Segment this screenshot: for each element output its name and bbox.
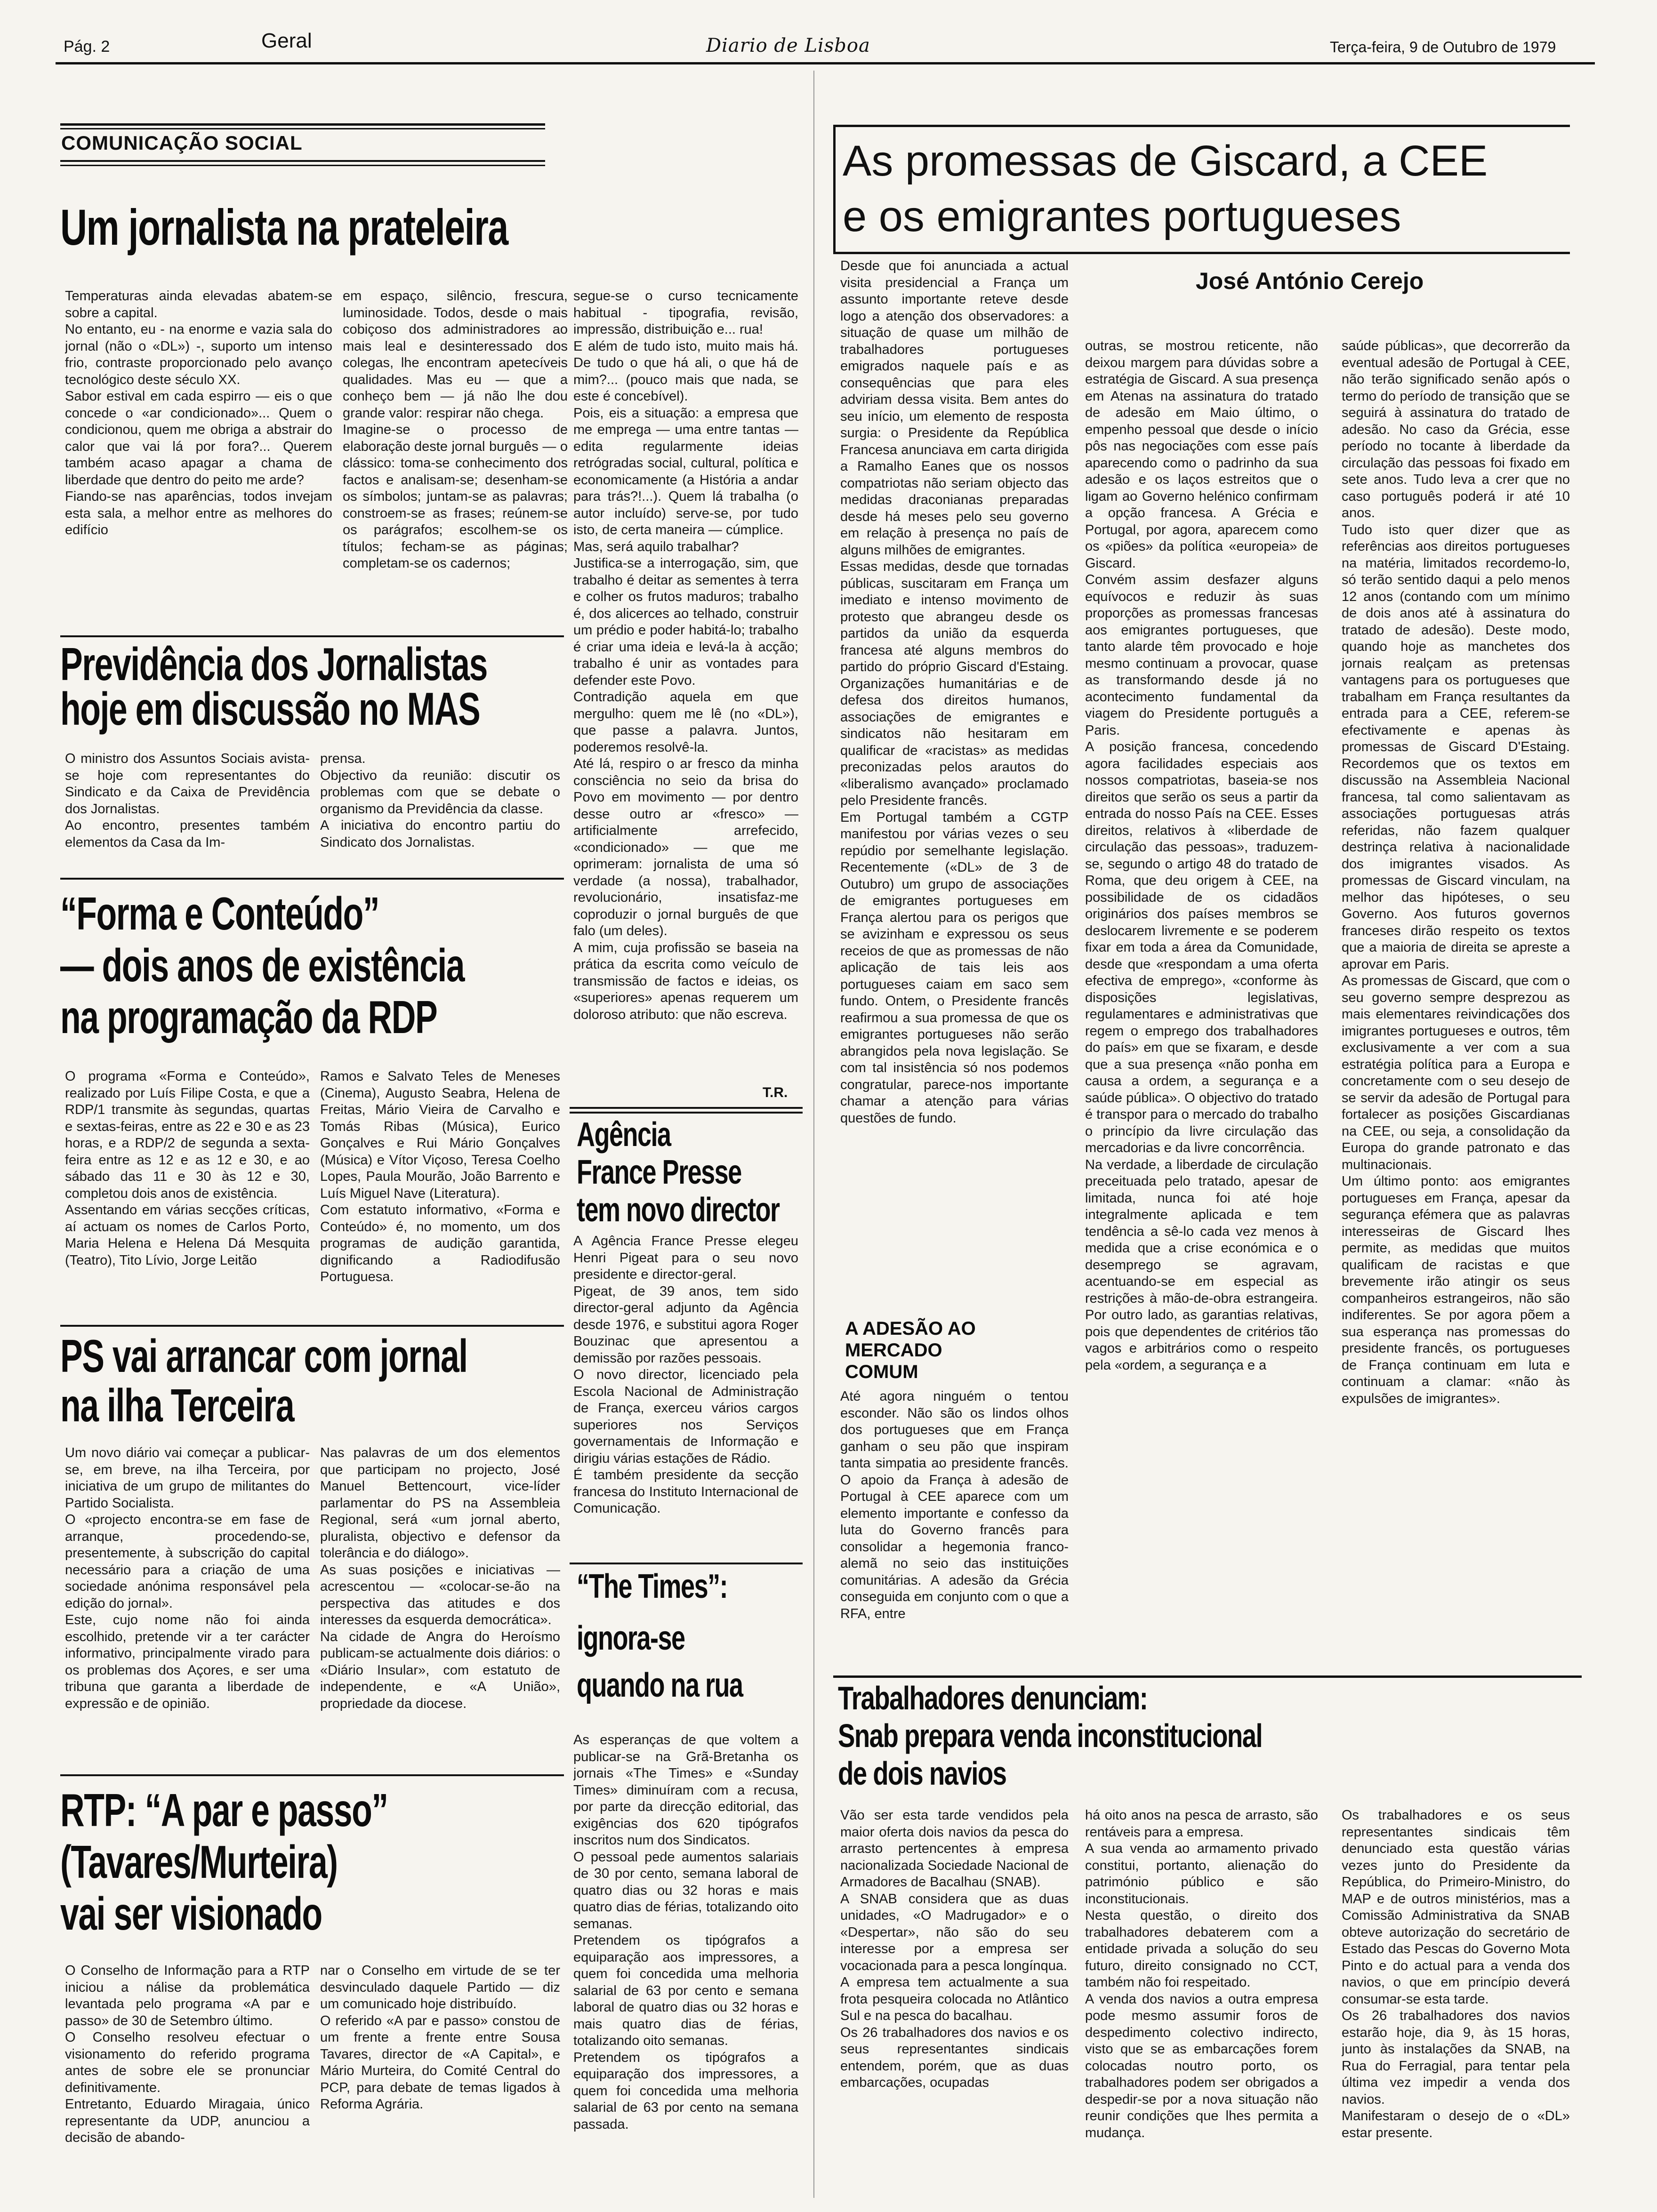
headline-ps-2: na ilha Terceira bbox=[60, 1379, 294, 1431]
section-rule-top-2 bbox=[60, 128, 545, 129]
previdencia-col1: O ministro dos Assuntos Sociais avista-se hoje com representantes do Sindicato e da Caixa de Previdência dos Jornalistas. Ao encontro, presentes também elementos da Casa da Im- bbox=[65, 751, 310, 850]
ps-col2: Nas palavras de um dos elementos que participam no projecto, José Manuel Bettencourt, vice-líder parlamentar do PS na Assembleia Regional, será «um jornal aberto, pluralista, objectivo e defensor da tolerância e do diálogo». As suas posições e iniciativas — acrescentou — «colocar-se-ão na perspectiva das atitudes e dos interesses da esquerda democrática». Na cidade de Angra do Heroísmo publicam-se actualmente dois diários: o «Diário Insular», com estatuto de independente, e «A União», propriedade da diocese. bbox=[320, 1445, 560, 1711]
headline-jornalista: Um jornalista na prateleira bbox=[60, 199, 508, 256]
section-name: Geral bbox=[261, 29, 312, 52]
giscard-col2: outras, se mostrou reticente, não deixou margem para dúvidas sobre a estratégia de Giscard. A sua presença em Atenas na assinatura do tratado de adesão em Maio último, o empenho pessoal que desde o início pôs nas negociações com esse país aparecendo como o padrinho da sua adesão e os laços estreitos que o ligam ao Governo helénico confirmam a opção francesa. A Grécia e Portugal, por agora, aparecem como os «piões» da política «europeia» de Giscard. Convém assim desfazer alguns equívocos e reduzir às suas proporções as promessas francesas aos emigrantes portugueses, que tanto alarde têm provocado e hoje mesmo continuam a provocar, quase as transformando desde já no acontecimento fundamental da viagem do Presidente português a Paris. A posição francesa, concedendo agora facilidades especiais aos nossos compatriotas, baseia-se nos direitos que serão os seus a partir da entrada do nosso País na CEE. Esses direitos, relativos à «liberdade de circulação das pessoas», traduzem-se, segundo o artigo 48 do tratado de Roma, que deu origem à CEE, na possibilidade de os cidadãos originários dos países membros se deslocarem livremente e se poderem fixar em toda a área da Comunidade, desde que «respondam a uma oferta efectiva de emprego», «conforme às disposições legislativas, regulamentares e administrativas que regem o emprego dos trabalhadores do país» em que se fixaram, e desde que a sua presença «não ponha em causa a ordem, a segurança e a saúde pública». O objectivo do tratado é transpor para o mercado do trabalho o princípio da livre circulação das mercadorias e da livre concorrência. Na verdade, a liberdade de circulação preceituada pelo tratado, apesar de limitada, nunca foi até hoje integralmente aplicada e tem tendência a sê-lo cada vez menos à medida que a crise económica e o desemprego se agravam, acentuando-se em especial as restrições à mão-de-obra estrangeira. Por outro lado, as garantias relativas, pois que dependentes de critérios tão vagos e arbitrários como o respeito pela «ordem, a segurança e a bbox=[1085, 338, 1318, 1373]
headline-rtp-3: vai ser visionado bbox=[60, 1888, 322, 1940]
headline-times-2: ignora-se bbox=[577, 1619, 685, 1657]
forma-col1: O programa «Forma e Conteúdo», realizado por Luís Filipe Costa, e que a RDP/1 transmite às segundas, quartas e sextas-feiras, entre as 22 e 30 e as 23 horas, e a RDP/2 de segunda a sexta-feira entre as 12 e as 12 e 30, e ao sábado das 11 e 30 às 12 e 30, completou dois anos de existência. Assentando em várias secções críticas, aí actuam os nomes de Carlos Porto, Maria Helena e Helena Dá Mesquita (Teatro), Tito Lívio, Jorge Leitão bbox=[65, 1069, 310, 1268]
rule-jornalista-end bbox=[570, 1107, 803, 1109]
section-rule-bottom bbox=[60, 160, 545, 162]
headline-rtp-2: (Tavares/Murteira) bbox=[60, 1836, 338, 1888]
headline-forma-3: na programação da RDP bbox=[60, 991, 437, 1043]
headline-afp-2: France Presse bbox=[577, 1154, 741, 1191]
jornalista-col2: em espaço, silêncio, frescura, luminosidade. Todos, desde o mais cobiçoso dos administradores ao mais leal e desinteressado dos colegas, lhe encontram apetecíveis qualidades. Mas eu — que a conheço bem — já não lhe dou grande valor: respirar não chega. Imagine-se o processo de elaboração deste jornal burguês — o clássico: toma-se conhecimento dos factos e analisam-se; desenham-se os símbolos; juntam-se as palavras; constroem-se as frases; reúnem-se os parágrafos; escolhem-se os títulos; fecham-se as páginas; completam-se os cadernos; bbox=[343, 289, 568, 571]
issue-date: Terça-feira, 9 de Outubro de 1979 bbox=[1330, 39, 1556, 56]
jornalista-col1: Temperaturas ainda elevadas abatem-se sobre a capital. No entanto, eu - na enorme e vazia sala do jornal (não o «DL») -, suporto um intenso frio, contraste proporcionado pelo avanço tecnológico deste século XX. Sabor estival em cada espirro — eis o que concede o «ar condicionado»... Quem o condicionou, quem me obriga a abstrair do calor que vai lá por fora?... Querem também acaso apagar a chama de liberdade que dentro do peito me arde? Fiando-se nas aparências, todos invejam esta sala, a melhor entre as melhores do edifício bbox=[65, 289, 332, 537]
giscard-col1b: Até agora ninguém o tentou esconder. Não são os lindos olhos dos portugueses que em França ganham o seu pão que inspiram tanta simpatia ao presidente francês. O apoio da França à adesão de Portugal à CEE aparece com um elemento importante e confesso da luta do Governo francês para consolidar a hegemonia franco-alemã no seio das instituições comunitárias. A adesão da Grécia conseguida em conjunto com o que a RFA, entre bbox=[840, 1389, 1069, 1621]
headline-giscard-1: As promessas de Giscard, a CEE bbox=[843, 137, 1488, 185]
rule-times-top bbox=[570, 1563, 803, 1564]
headline-snab-3: de dois navios bbox=[838, 1755, 1006, 1792]
jornalista-col3: segue-se o curso tecnicamente habitual - tipografia, revisão, impressão, distribuição e... rua! E além de tudo isto, muito mais há. De tudo o que há ali, o que há de mim?... (pouco mais que nada, se este é concebível). Pois, eis a situação: a empresa que me emprega — uma entre tantas — edita regularmente ideias retrógradas social, cultural, política e economicamente (a História a andar para trás?!...). Quem lá trabalha (o autor incluído) serve-se, por tudo isto, de certa maneira — cúmplice. Mas, será aquilo trabalhar? Justifica-se a interrogação, sim, que trabalho é deitar as sementes à terra e colher os frutos maduros; trabalho é, dos alicerces ao telhado, construir um prédio e poder habitá-lo; trabalho é criar uma ideia e levá-la à acção; trabalho é unir as vontades para defender este Povo. Contradição aquela em que mergulho: quem me lê (no «DL»), que passe a palavra. Juntos, poderemos resolvê-la. Até lá, respiro o ar fresco da minha consciência no seio da brisa do Povo em movimento — por dentro desse outro ar «fresco» — artificialmente arrefecido, «condicionado» — que me oprimeram: jornalista de uma só verdade (a nossa), trabalhador, revolucionário, insatisfaz-me coproduzir o jornal burguês de que falo (um deles). A mim, cuja profissão se baseia na prática da escrita como veículo de transmissão de factos e ideias, os «superiores» apenas requerem um doloroso atributo: que não escreva. bbox=[573, 289, 798, 1022]
giscard-title-rule bbox=[833, 252, 1570, 254]
rtp-col1: O Conselho de Informação para a RTP iniciou a nálise da problemática levantada pelo programa «A par e passo» de 30 de Setembro último. O Conselho resolveu efectuar o visionamento do referido programa antes de sobre ele se pronunciar definitivamente. Entretanto, Eduardo Miragaia, único representante da UDP, anunciou a decisão de abando- bbox=[65, 1963, 310, 2145]
giscard-col1: Desde que foi anunciada a actual visita presidencial a França um assunto importante reteve desde logo a atenção dos observadores: a situação de quase um milhão de trabalhadores portugueses emigrados naquele país e as consequências que para eles adviriam dessa visita. Bem antes do seu início, um elemento de resposta surgia: o Presidente da República Francesa anunciava em carta dirigida a Ramalho Eanes que os nossos compatriotas não seriam objecto das medidas draconianas preparadas desde há meses pelo seu governo em relação à presença no país de alguns milhões de emigrantes. Essas medidas, desde que tornadas públicas, suscitaram em França um imediato e intenso movimento de protesto que abrangeu desde os partidos da união da esquerda francesa até alguns membros do partido do próprio Giscard d'Estaing. Organizações humanitárias e de defesa dos direitos humanos, associações de emigrantes e sindicatos não hesitaram em qualificar de «racistas» as medidas preconizadas pelos arautos do «liberalismo avançado» proclamado pelo Presidente francês. Em Portugal também a CGTP manifestou por várias vezes o seu repúdio por semelhante legislação. Recentemente («DL» de 3 de Outubro) um grupo de associações de emigrantes portugueses em França alertou para os perigos que se avizinham e expressou os seus receios de que as promessas de não aplicação de tais leis aos portugueses caiam em saco sem fundo. Ontem, o Presidente francês reafirmou a sua promessa de que os emigrantes portugueses não serão abrangidos pela nova legislação. Se com tal insistência só nos podemos congratular, parece-nos importante chamar a atenção para várias questões de fundo. bbox=[840, 258, 1069, 1126]
headline-ps-1: PS vai arrancar com jornal bbox=[60, 1330, 467, 1382]
giscard-box-top bbox=[833, 125, 1570, 127]
rtp-col2: nar o Conselho em virtude de se ter desvinculado daquele Partido — diz um comunicado hoje distribuído. O referido «A par e passo» constou de um frente a frente entre Sousa Tavares, director de «A Capital», e Mário Murteira, do Comité Central do PCP, para debate de temas ligados à Reforma Agrária. bbox=[320, 1963, 560, 2112]
headline-rtp-1: RTP: “A par e passo” bbox=[60, 1784, 388, 1836]
headline-forma-1: “Forma e Conteúdo” bbox=[60, 888, 379, 939]
forma-col2: Ramos e Salvato Teles de Meneses (Cinema), Augusto Seabra, Helena de Freitas, Mário Vieira de Carvalho e Tomás Ribas (Música), Eurico Gonçalves e Rui Mário Gonçalves (Música) e Vítor Viçoso, Teresa Coelho Lopes, Paula Mourão, João Barrento e Luís Miguel Nave (Literatura). Com estatuto informativo, «Forma e Conteúdo» é, no momento, um dos programas de audição garantida, dignificando a Radiodifusão Portuguesa. bbox=[320, 1069, 560, 1284]
headline-snab-2: Snab prepara venda inconstitucional bbox=[838, 1717, 1263, 1754]
headline-previdencia-2: hoje em discussão no MAS bbox=[60, 683, 480, 735]
rule-forma-top bbox=[60, 878, 564, 880]
section-rule-top bbox=[60, 123, 545, 126]
previdencia-col2: prensa. Objectivo da reunião: discutir os problemas com que se debate o organismo da Previdência da classe. A iniciativa do encontro partiu do Sindicato dos Jornalistas. bbox=[320, 751, 560, 850]
rule-previdencia-top bbox=[60, 635, 564, 637]
masthead-logo: Diario de Lisboa bbox=[706, 35, 870, 56]
headline-afp-3: tem novo director bbox=[577, 1191, 780, 1229]
snab-col1: Vão ser esta tarde vendidos pela maior oferta dois navios da pesca do arrasto pertencentes à empresa nacionalizada Sociedade Nacional de Armadores de Bacalhau (SNAB). A SNAB considera que as duas unidades, «O Madrugador» e o «Despertar», não são do seu interesse por a empresa ser vocacionada para a pesca longínqua. A empresa tem actualmente a sua frota pesqueira colocada no Atlântico Sul e na pesca do bacalhau. Os 26 trabalhadores dos navios e os seus representantes sindicais entendem, porém, que as duas embarcações, ocupadas bbox=[840, 1808, 1069, 2090]
headline-times-1: “The Times”: bbox=[577, 1568, 728, 1605]
rule-ps-top bbox=[60, 1325, 564, 1327]
headline-giscard-2: e os emigrantes portugueses bbox=[843, 192, 1401, 240]
section-rule-bottom-2 bbox=[60, 165, 545, 166]
ps-col1: Um novo diário vai começar a publicar-se, em breve, na ilha Terceira, por iniciativa de um grupo de militantes do Partido Socialista. O «projecto encontra-se em fase de arranque, procedendo-se, presentemente, à subscrição do capital necessário para a criação de uma sociedade anónima responsável pela edição do jornal». Este, cujo nome não foi ainda escolhido, pretende vir a ter carácter informativo, principalmente virado para os problemas dos Açores, e ser uma tribuna que garanta a liberdade de expressão e de opinião. bbox=[65, 1445, 310, 1711]
header-rule bbox=[56, 62, 1595, 64]
giscard-col3: saúde públicas», que decorrerão da eventual adesão de Portugal à CEE, não terão significado senão após o termo do período de transição que se seguirá à assinatura do tratado de adesão. No caso da Grécia, esse período no tocante à liberdade da circulação das pessoas foi fixado em sete anos. Tudo leva a crer que no caso português poderá ir até 10 anos. Tudo isto quer dizer que as referências aos direitos portugueses na matéria, limitados recordemo-lo, só terão sentido daqui a pelo menos 12 anos (contando com um mínimo de dois anos até à assinatura do tratado de adesão). Deste modo, quando hoje as manchetes dos jornais realçam as pretensas vantagens para os portugueses que trabalham em França resultantes da entrada para a CEE, referem-se efectivamente e apenas às promessas de Giscard D'Estaing. Recordemos que os textos em discussão na Assembleia Nacional francesa, tal como salientavam as associações portuguesas atrás referidas, não fazem qualquer destrinça relativa à nacionalidade dos imigrantes visados. As promessas de Giscard vinculam, na melhor das hipóteses, o seu Governo. Aos futuros governos franceses dirão respeito os textos que a maioria de direita se apreste a aprovar em Paris. As promessas de Giscard, que com o seu governo sempre desprezou as mais elementares reivindicações dos imigrantes portugueses e outros, têm exclusivamente a ver com a sua estratégia política para a Europa e concretamente com o seu desejo de se servir da adesão de Portugal para fortalecer as posições Giscardianas na CEE, ou seja, a consolidação da Europa do grande patronato e das multinacionais. Um último ponto: aos emigrantes portugueses em França, apesar da segurança efémera que as palavras interesseiras de Giscard lhes permite, as medidas que muitos qualificam de racistas e que brevemente irão atingir os seus companheiros estrangeiros, não são indiferentes. Se por agora põem a sua esperança nas promessas do presidente francês, os portugueses de França continuam em luta e continuam a clamar: «não às expulsões de imigrantes». bbox=[1342, 338, 1570, 1406]
giscard-box-left bbox=[833, 125, 836, 254]
rule-afp-top bbox=[570, 1112, 803, 1114]
times-body: As esperanças de que voltem a publicar-se na Grã-Bretanha os jornais «The Times» e «Sunday Times» diminuíram com a recusa, por parte da direcção editorial, das exigências dos 620 tipógrafos inscritos num dos Sindicatos. O pessoal pede aumentos salariais de 30 por cento, semana laboral de quatro dias ou 32 horas e mais quatro dias de férias, totalizando oito semanas. Pretendem os tipógrafos a equiparação aos impressores, a quem foi concedida uma melhoria salarial de 63 por cento e semana laboral de quatro dias ou 32 horas e mais quatro dias de férias, totalizando oito semanas. Pretendem os tipógrafos a equiparação dos impressores, a quem foi concedida uma melhoria salarial de 63 por cento na semana passada. bbox=[573, 1732, 798, 2132]
headline-previdencia-1: Previdência dos Jornalistas bbox=[60, 638, 487, 690]
rule-rtp-top bbox=[60, 1774, 564, 1776]
jornalista-signature: T.R. bbox=[763, 1085, 788, 1100]
headline-snab-1: Trabalhadores denunciam: bbox=[838, 1680, 1148, 1716]
headline-times-3: quando na rua bbox=[577, 1667, 743, 1704]
column-divider bbox=[813, 71, 814, 2198]
headline-forma-2: — dois anos de existência bbox=[60, 939, 465, 991]
snab-col3: Os trabalhadores e os seus representantes sindicais têm denunciado esta questão várias vezes junto do Presidente da República, do Primeiro-Ministro, do MAP e de outros ministérios, mas a Comissão Administrativa da SNAB obteve autorização do secretário de Estado das Pescas do Governo Mota Pinto e do actual para a venda dos navios, o que em princípio deverá consumar-se esta tarde. Os 26 trabalhadores dos navios estarão hoje, dia 9, às 15 horas, junto às instalações da SNAB, na Rua do Ferragial, para tentar pela última vez impedir a venda dos navios. Manifestaram o desejo de o «DL» estar presente. bbox=[1342, 1808, 1570, 2140]
headline-afp-1: Agência bbox=[577, 1116, 671, 1154]
page-number: Pág. 2 bbox=[64, 38, 110, 56]
giscard-subhead: A ADESÃO AO MERCADO COMUM bbox=[845, 1318, 976, 1382]
giscard-author: José António Cerejo bbox=[1196, 268, 1424, 294]
snab-col2: há oito anos na pesca de arrasto, são rentáveis para a empresa. A sua venda ao armamento privado constitui, portanto, alienação do património público e são inconstitucionais. Nesta questão, o direito dos trabalhadores debaterem com a entidade privada a solução do seu futuro, direito consignado no CCT, também não foi respeitado. A venda dos navios a outra empresa pode mesmo assumir foros de despedimento colectivo indirecto, visto que se as embarcações forem colocadas noutro porto, os trabalhadores podem ser obrigados a despedir-se por a nova situação não reunir condições que lhes permita a mudança. bbox=[1085, 1808, 1318, 2140]
section-label: COMUNICAÇÃO SOCIAL bbox=[61, 132, 303, 154]
rule-snab-top bbox=[833, 1675, 1582, 1678]
afp-body: A Agência France Presse elegeu Henri Pigeat para o seu novo presidente e director-geral. Pigeat, de 39 anos, tem sido director-geral adjunto da Agência desde 1976, e substitui agora Roger Bouzinac que apresentou a demissão por razões pessoais. O novo director, licenciado pela Escola Nacional de Administração de França, exerceu vários cargos superiores nos Serviços governamentais de Informação e dirigiu várias estações de Rádio. É também presidente da secção francesa do Instituto Internacional de Comunicação. bbox=[573, 1234, 798, 1516]
